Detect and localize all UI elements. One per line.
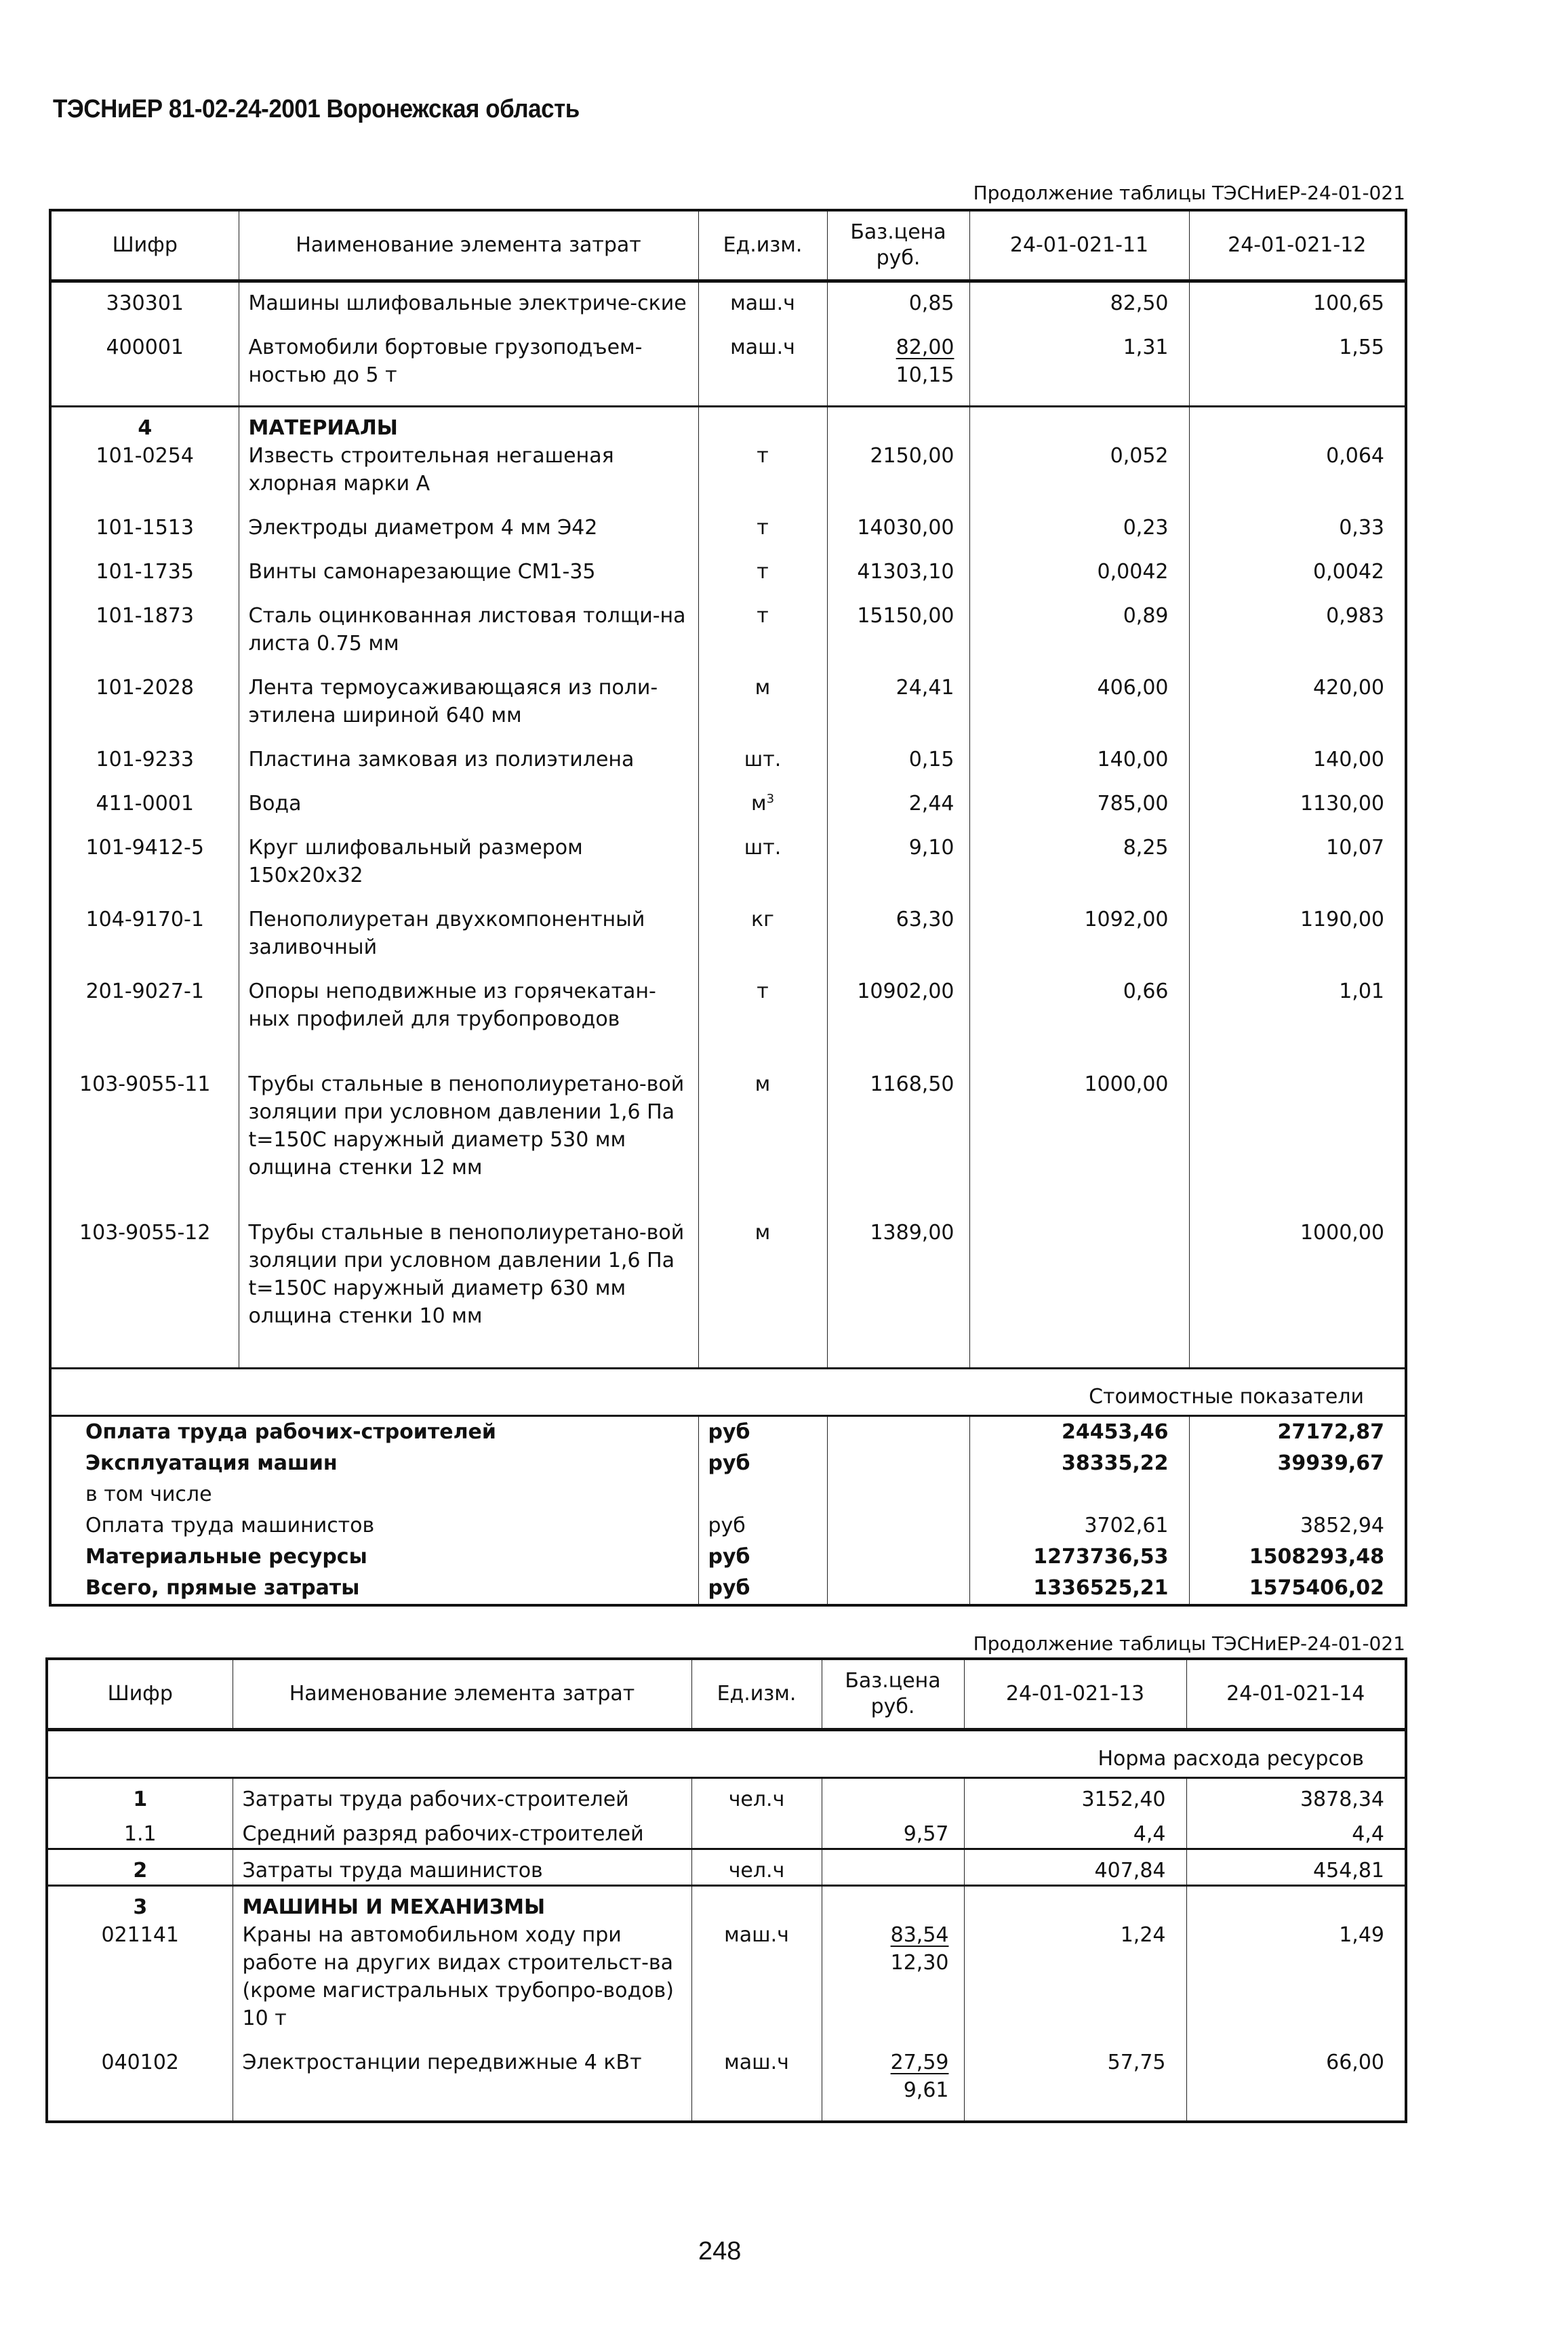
header-code: Шифр bbox=[47, 1659, 233, 1730]
cost-indicators-band: Стоимостные показатели bbox=[50, 1369, 1406, 1416]
header-col-b: 24-01-021-14 bbox=[1186, 1659, 1406, 1730]
section-row-machines: 3 МАШИНЫ И МЕХАНИЗМЫ bbox=[47, 1886, 1406, 1922]
header-price: Баз.цена руб. bbox=[822, 1659, 964, 1730]
header-code: Шифр bbox=[50, 210, 239, 281]
table-row: 101-1735 Винты самонарезающие СМ1-35 т 41303,10 0,0042 0,0042 bbox=[50, 558, 1406, 602]
table-row: 103-9055-11 Трубы стальные в пенополиуретано-вой золяции при условном давлении 1,6 Па t=150C наружный диаметр 530 мм олщина стенки 12 мм м 1168,50 1000,00 bbox=[50, 1070, 1406, 1219]
header-unit: Ед.изм. bbox=[698, 210, 827, 281]
header-col-a: 24-01-021-13 bbox=[964, 1659, 1186, 1730]
section-row-materials: 4 МАТЕРИАЛЫ bbox=[50, 407, 1406, 443]
table-row: 201-9027-1 Опоры неподвижные из горячекатан-ных профилей для трубопроводов т 10902,00 0,66 1,01 bbox=[50, 978, 1406, 1070]
document-title: ТЭСНиЕР 81-02-24-2001 Воронежская область bbox=[53, 95, 580, 123]
page-number: 248 bbox=[698, 2237, 742, 2265]
table-row: 104-9170-1 Пенополиуретан двухкомпонентный заливочный кг 63,30 1092,00 1190,00 bbox=[50, 906, 1406, 978]
table-row: 411-0001 Вода $м^3$ 2,44 785,00 1130,00 bbox=[50, 790, 1406, 834]
summary-row: Материальные ресурсы руб 1273736,53 1508293,48 bbox=[50, 1542, 1406, 1573]
summary-row: Оплата труда рабочих-строителей руб 24453,46 27172,87 bbox=[50, 1416, 1406, 1449]
table-row: 330301 Машины шлифовальные электриче-ские маш.ч 0,85 82,50 100,65 bbox=[50, 281, 1406, 334]
table-row: 101-9233 Пластина замковая из полиэтилена шт. 0,15 140,00 140,00 bbox=[50, 746, 1406, 790]
summary-row: в том числе bbox=[50, 1479, 1406, 1510]
table-row: 040102 Электростанции передвижные 4 кВт маш.ч 27,59 9,61 57,75 66,00 bbox=[47, 2049, 1406, 2122]
table-row: 400001 Автомобили бортовые грузоподъем-ностью до 5 т маш.ч 82,00 10,15 1,31 1,55 bbox=[50, 334, 1406, 407]
table-row: 101-9412-5 Круг шлифовальный размером 150x20x32 шт. 9,10 8,25 10,07 bbox=[50, 834, 1406, 906]
table-header-row bbox=[47, 1659, 1406, 1730]
table-row: 1 Затраты труда рабочих-строителей чел.ч 3152,40 3878,34 bbox=[47, 1778, 1406, 1814]
header-col-b: 24-01-021-12 bbox=[1189, 210, 1406, 281]
table2-caption: Продолжение таблицы ТЭСНиЕР-24-01-021 bbox=[973, 1632, 1405, 1655]
header-name: Наименование элемента затрат bbox=[233, 1659, 691, 1730]
table-row: 2 Затраты труда машинистов чел.ч 407,84 454,81 bbox=[47, 1849, 1406, 1886]
header-col-a: 24-01-021-11 bbox=[969, 210, 1189, 281]
table-row: 101-1873 Сталь оцинкованная листовая толщи-на листа 0.75 мм т 15150,00 0,89 0,983 bbox=[50, 602, 1406, 674]
header-price: Баз.цена руб. bbox=[827, 210, 969, 281]
header-unit: Ед.изм. bbox=[691, 1659, 822, 1730]
table1-caption: Продолжение таблицы ТЭСНиЕР-24-01-021 bbox=[973, 182, 1405, 204]
summary-row: Эксплуатация машин руб 38335,22 39939,67 bbox=[50, 1448, 1406, 1479]
header-name: Наименование элемента затрат bbox=[239, 210, 698, 281]
table-header-row bbox=[50, 210, 1406, 281]
table-row: 021141 Краны на автомобильном ходу при работе на других видах строительст-ва (кроме магистральных трубопро-водов) 10 т маш.ч 83,54 12,30 1,24 1,49 bbox=[47, 1921, 1406, 2049]
table-row: 101-0254 Известь строительная негашеная хлорная марки А т 2150,00 0,052 0,064 bbox=[50, 442, 1406, 514]
table-row: 101-1513 Электроды диаметром 4 мм Э42 т 14030,00 0,23 0,33 bbox=[50, 514, 1406, 558]
resource-table-2 bbox=[45, 1657, 1407, 2123]
resource-table-1 bbox=[49, 209, 1407, 1607]
table-row: 101-2028 Лента термоусаживающаяся из поли-этилена шириной 640 мм м 24,41 406,00 420,00 bbox=[50, 674, 1406, 746]
table-row: 103-9055-12 Трубы стальные в пенополиуретано-вой золяции при условном давлении 1,6 Па t=150C наружный диаметр 630 мм олщина стенки 10 мм м 1389,00 1000,00 bbox=[50, 1219, 1406, 1369]
table-row: 1.1 Средний разряд рабочих-строителей 9,57 4,4 4,4 bbox=[47, 1813, 1406, 1849]
summary-row: Оплата труда машинистов руб 3702,61 3852,94 bbox=[50, 1510, 1406, 1542]
norm-band: Норма расхода ресурсов bbox=[47, 1730, 1406, 1778]
summary-row-total: Всего, прямые затраты руб 1336525,21 1575406,02 bbox=[50, 1573, 1406, 1605]
